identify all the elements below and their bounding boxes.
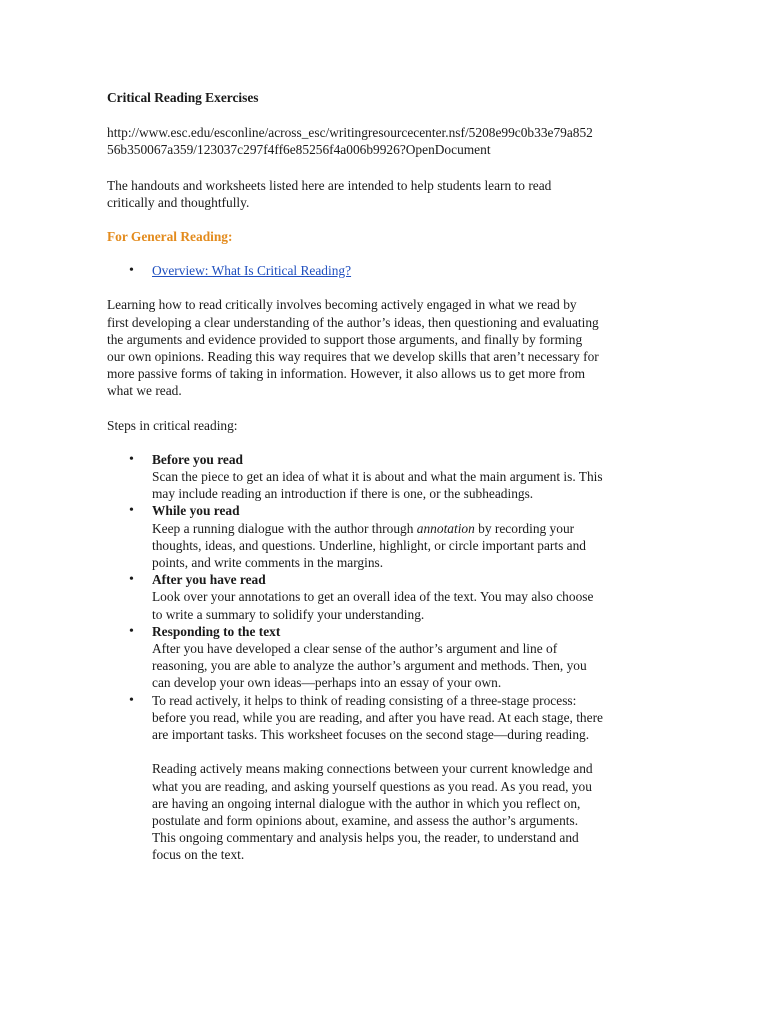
critical-reading-paragraph [107, 296, 667, 399]
paragraph-line: more passive forms of taking in information. However, it also allows us to get more from [107, 366, 586, 382]
paragraph-line: first developing a clear understanding of the author’s ideas, then questioning and evaluating [107, 314, 599, 330]
step-text-line: Look over your annotations to get an overall idea of the text. You may also choose [152, 589, 594, 605]
step-text-segment: Keep a running dialogue with the author through [152, 520, 417, 536]
intro-line-1: The handouts and worksheets listed here are intended to help students learn to read [107, 177, 552, 193]
step-item-before-you-read [152, 451, 667, 503]
annotation-emphasis: annotation [416, 520, 475, 536]
intro-paragraph [107, 177, 667, 211]
paragraph-line: our own opinions. Reading this way requires that we develop skills that aren’t necessary for [107, 349, 599, 365]
paragraph-line: what we read. [107, 383, 182, 399]
active-reading-paragraph [152, 760, 667, 863]
overview-critical-reading-link[interactable]: Overview: What Is Critical Reading? [152, 263, 352, 279]
step-text-line: focus on the text. [152, 847, 245, 863]
step-text-line: what you are reading, and asking yourself questions as you read. As you read, you [152, 778, 592, 794]
step-item-after-you-have-read [152, 571, 667, 623]
step-text-line [152, 520, 667, 537]
step-title: • Responding to the text [152, 623, 281, 639]
step-text-line: postulate and form opinions about, examine, and assess the author’s arguments. [152, 812, 579, 828]
steps-list [107, 451, 667, 864]
intro-line-2: critically and thoughtfully. [107, 194, 250, 210]
step-text-line: Scan the piece to get an idea of what it is about and what the main argument is. This [152, 469, 603, 485]
paragraph-line: Learning how to read critically involves becoming actively engaged in what we read by [107, 297, 577, 313]
paragraph-line: the arguments and evidence provided to support those arguments, and finally by forming [107, 331, 583, 347]
resource-link-list [107, 262, 667, 279]
step-title: • After you have read [152, 572, 266, 588]
source-url-line-2: 56b350067a359/123037c297f4ff6e85256f4a006b9926?OpenDocument [107, 142, 491, 158]
step-text-line: • To read actively, it helps to think of reading consisting of a three-stage process: [152, 692, 577, 708]
step-text-line: before you read, while you are reading, and after you have read. At each stage, there [152, 709, 603, 725]
step-text-line: Reading actively means making connections between your current knowledge and [152, 761, 593, 777]
step-text-line: are important tasks. This worksheet focuses on the second stage—during reading. [152, 727, 590, 743]
step-title: • Before you read [152, 451, 243, 467]
step-text-line: After you have developed a clear sense of the author’s argument and line of [152, 641, 558, 657]
source-url [107, 124, 667, 158]
step-text-line: points, and write comments in the margins. [152, 555, 384, 571]
step-text-segment: by recording your [474, 520, 575, 536]
source-url-line-1: http://www.esc.edu/esconline/across_esc/writingresourcecenter.nsf/5208e99c0b33e79a852 [107, 125, 593, 141]
step-text-line: are having an ongoing internal dialogue with the author in which you reflect on, [152, 795, 581, 811]
step-text-line: thoughts, ideas, and questions. Underline, highlight, or circle important parts and [152, 537, 586, 553]
step-text-line: may include reading an introduction if there is one, or the subheadings. [152, 486, 534, 502]
step-item-while-you-read [152, 502, 667, 571]
document-title: Critical Reading Exercises [107, 90, 259, 105]
step-title: • While you read [152, 503, 240, 519]
step-text-line: to write a summary to solidify your understanding. [152, 606, 425, 622]
document-page [107, 89, 667, 864]
section-heading-general-reading: For General Reading: [107, 229, 233, 245]
step-item-active-reading [152, 692, 667, 864]
step-item-responding-to-the-text [152, 623, 667, 692]
steps-intro: Steps in critical reading: [107, 417, 238, 433]
step-text-line: This ongoing commentary and analysis helps you, the reader, to understand and [152, 830, 579, 846]
step-text-line: can develop your own ideas—perhaps into an essay of your own. [152, 675, 502, 691]
resource-link-item [152, 262, 667, 279]
step-text-line: reasoning, you are able to analyze the author’s argument and methods. Then, you [152, 658, 587, 674]
